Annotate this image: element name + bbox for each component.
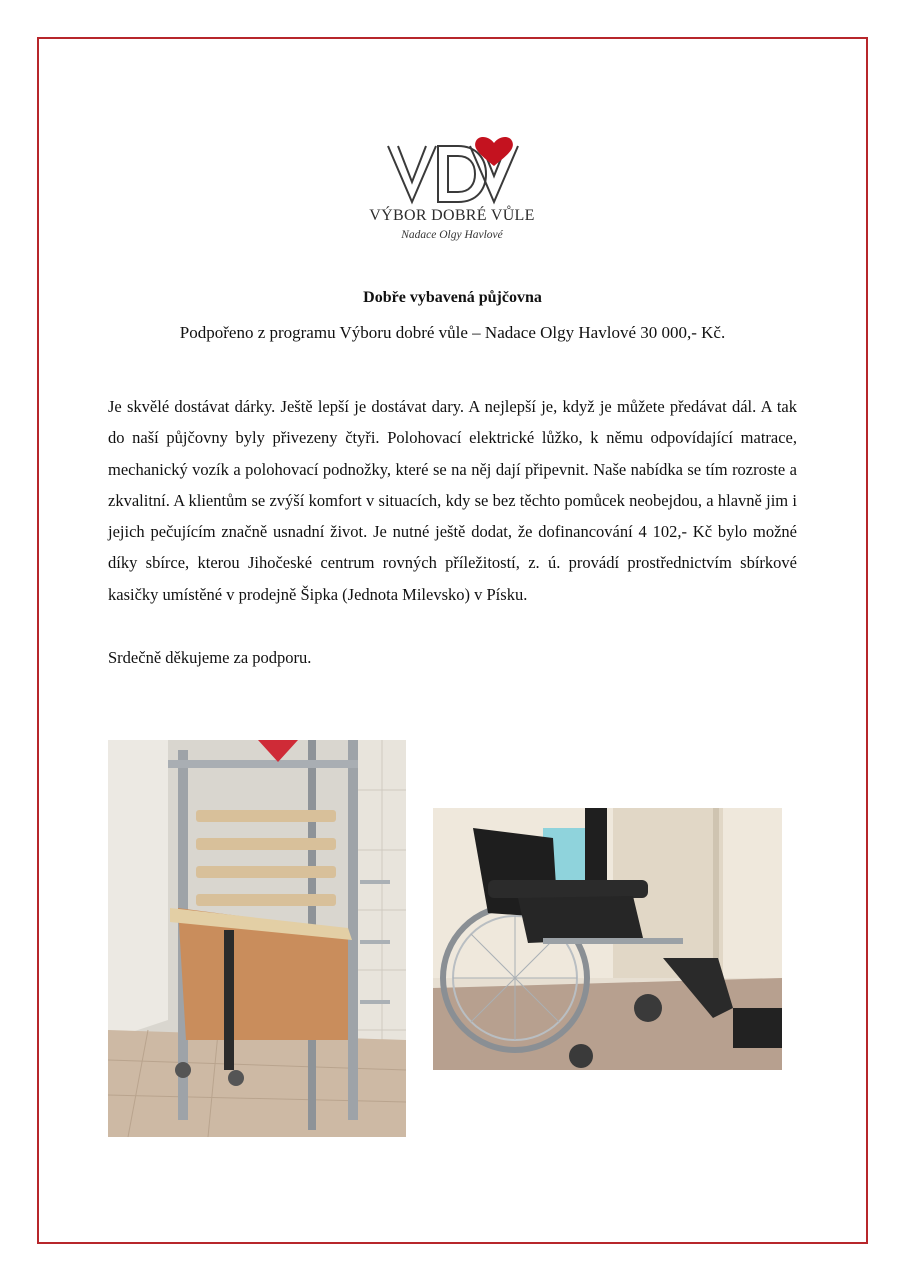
logo-subtitle: Nadace Olgy Havlové: [401, 229, 503, 241]
heart-icon: [475, 137, 513, 166]
vdv-logo: [386, 136, 520, 208]
thanks-line: Srdečně děkujeme za podporu.: [108, 648, 312, 667]
funding-line: Podpořeno z programu Výboru dobré vůle – Nadace Olgy Havlové 30 000,- Kč.: [179, 323, 726, 342]
logo-name: VÝBOR DOBRÉ VŮLE: [369, 207, 535, 224]
wheelchair-photo: [433, 808, 782, 1070]
folded-electric-bed-photo: [108, 740, 406, 1137]
page-title: Dobře vybavená půjčovna: [363, 289, 542, 306]
article-paragraph: Je skvělé dostávat dárky. Ještě lepší je dostávat dary. A nejlepší je, když je můžete předávat dál. A tak do naší půjčovny byly přivezeny čtyři. Polohovací elektrické lůžko, k němu odpovídající matrace, mechanický vozík a polohovací podnožky, které se na něj dají připevnit. Naše nabídka se tím rozroste a zkvalitní. A klientům se zvýší komfort v situacích, kdy se bez těchto pomůcek neobejdou, a hlavně jim i jejich pečujícím značně usnadní život. Je nutné ještě dodat, že dofinancování 4 102,- Kč bylo možné díky sbírce, kterou Jihočeské centrum rovných příležitostí, z. ú. provádí prostřednictvím sbírkové kasičky umístěné v prodejně Šipka (Jednota Milevsko) v Písku.: [108, 397, 797, 604]
